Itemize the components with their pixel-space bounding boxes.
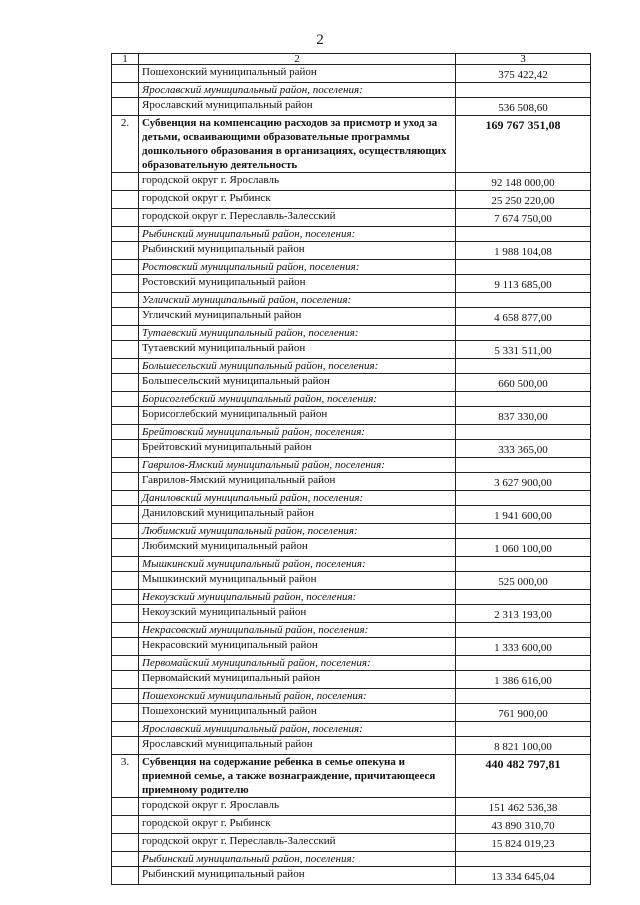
row-label: Пошехонский муниципальный район, поселения: bbox=[139, 689, 456, 704]
subheading-row bbox=[112, 260, 591, 275]
table-row bbox=[112, 704, 591, 722]
row-number bbox=[112, 638, 139, 656]
row-label: Некрасовский муниципальный район, поселения: bbox=[139, 623, 456, 638]
row-label: городской округ г. Ярославль bbox=[139, 798, 456, 816]
page-number: 2 bbox=[316, 32, 324, 48]
row-amount bbox=[456, 326, 591, 341]
row-amount bbox=[456, 816, 591, 834]
row-number bbox=[112, 867, 139, 885]
row-number bbox=[112, 308, 139, 326]
table-row bbox=[112, 506, 591, 524]
table-row bbox=[112, 539, 591, 557]
row-number bbox=[112, 539, 139, 557]
row-amount bbox=[456, 293, 591, 308]
section-row bbox=[112, 755, 591, 798]
row-amount-value: 43 890 310,70 bbox=[491, 820, 555, 832]
row-amount bbox=[456, 308, 591, 326]
row-amount-value: 761 900,00 bbox=[498, 708, 548, 720]
subvention-table bbox=[111, 53, 591, 885]
row-number bbox=[112, 605, 139, 623]
subheading-row bbox=[112, 656, 591, 671]
subheading-row bbox=[112, 359, 591, 374]
row-amount bbox=[456, 737, 591, 755]
row-label: Мышкинский муниципальный район bbox=[139, 572, 456, 590]
row-number bbox=[112, 209, 139, 227]
row-number bbox=[112, 737, 139, 755]
row-number bbox=[112, 293, 139, 308]
row-number bbox=[112, 275, 139, 293]
row-label: Любимский муниципальный район bbox=[139, 539, 456, 557]
row-amount bbox=[456, 852, 591, 867]
row-amount-value: 5 331 511,00 bbox=[494, 345, 552, 357]
row-label: городской округ г. Ярославль bbox=[139, 173, 456, 191]
row-label: Пошехонский муниципальный район bbox=[139, 704, 456, 722]
row-label: Брейтовский муниципальный район, поселения: bbox=[139, 425, 456, 440]
table-row bbox=[112, 374, 591, 392]
row-label: Субвенция на компенсацию расходов за присмотр и уход за детьми, осваивающими образовательные программы дошкольного образования в организациях, осуществляющих образовательную деятельность bbox=[139, 116, 456, 173]
row-amount-value: 1 988 104,08 bbox=[494, 246, 552, 258]
row-amount bbox=[456, 359, 591, 374]
row-number bbox=[112, 572, 139, 590]
row-label: Пошехонский муниципальный район bbox=[139, 65, 456, 83]
subheading-row bbox=[112, 590, 591, 605]
row-amount-value: 2 313 193,00 bbox=[494, 609, 552, 621]
row-amount-value: 3 627 900,00 bbox=[494, 477, 552, 489]
row-label: Ярославский муниципальный район, поселения: bbox=[139, 83, 456, 98]
row-amount-value: 1 941 600,00 bbox=[494, 510, 552, 522]
row-amount bbox=[456, 722, 591, 737]
row-number bbox=[112, 173, 139, 191]
row-label: Даниловский муниципальный район, поселения: bbox=[139, 491, 456, 506]
row-number bbox=[112, 425, 139, 440]
row-label: Любимский муниципальный район, поселения: bbox=[139, 524, 456, 539]
row-label: Борисоглебский муниципальный район, поселения: bbox=[139, 392, 456, 407]
row-label: Ростовский муниципальный район bbox=[139, 275, 456, 293]
row-label: Ростовский муниципальный район, поселения: bbox=[139, 260, 456, 275]
row-number bbox=[112, 341, 139, 359]
row-label: Некоузский муниципальный район bbox=[139, 605, 456, 623]
row-label: Большесельский муниципальный район bbox=[139, 374, 456, 392]
row-number bbox=[112, 722, 139, 737]
row-amount bbox=[456, 704, 591, 722]
row-number bbox=[112, 852, 139, 867]
row-number bbox=[112, 191, 139, 209]
row-number bbox=[112, 326, 139, 341]
subheading-row bbox=[112, 293, 591, 308]
row-amount bbox=[456, 275, 591, 293]
header-col-1: 1 bbox=[112, 54, 139, 65]
row-number bbox=[112, 671, 139, 689]
row-label: Рыбинский муниципальный район, поселения: bbox=[139, 227, 456, 242]
table-row bbox=[112, 308, 591, 326]
row-label: городской округ г. Рыбинск bbox=[139, 191, 456, 209]
row-amount-value: 525 000,00 bbox=[498, 576, 548, 588]
row-amount bbox=[456, 242, 591, 260]
row-number: 2. bbox=[112, 116, 139, 173]
row-label: Мышкинский муниципальный район, поселения: bbox=[139, 557, 456, 572]
row-amount bbox=[456, 605, 591, 623]
row-label: Некрасовский муниципальный район bbox=[139, 638, 456, 656]
row-number bbox=[112, 798, 139, 816]
row-number bbox=[112, 473, 139, 491]
row-label: Первомайский муниципальный район bbox=[139, 671, 456, 689]
row-amount-value: 375 422,42 bbox=[498, 69, 548, 81]
row-amount bbox=[456, 98, 591, 116]
row-number: 3. bbox=[112, 755, 139, 798]
row-number bbox=[112, 816, 139, 834]
row-amount-value: 440 482 797,81 bbox=[485, 757, 561, 771]
row-number bbox=[112, 557, 139, 572]
row-amount-value: 4 658 877,00 bbox=[494, 312, 552, 324]
row-amount bbox=[456, 671, 591, 689]
row-amount-value: 536 508,60 bbox=[498, 102, 548, 114]
row-amount bbox=[456, 116, 591, 173]
row-label: Большесельский муниципальный район, поселения: bbox=[139, 359, 456, 374]
row-amount bbox=[456, 491, 591, 506]
row-amount bbox=[456, 209, 591, 227]
row-label: Некоузский муниципальный район, поселения: bbox=[139, 590, 456, 605]
row-amount bbox=[456, 590, 591, 605]
row-amount bbox=[456, 374, 591, 392]
row-amount-value: 169 767 351,08 bbox=[485, 118, 561, 132]
row-number bbox=[112, 834, 139, 852]
table-row bbox=[112, 209, 591, 227]
row-amount-value: 13 334 645,04 bbox=[491, 871, 555, 883]
table-row bbox=[112, 834, 591, 852]
row-amount bbox=[456, 392, 591, 407]
row-amount bbox=[456, 557, 591, 572]
row-amount-value: 1 060 100,00 bbox=[494, 543, 552, 555]
subheading-row bbox=[112, 722, 591, 737]
row-amount bbox=[456, 638, 591, 656]
row-number bbox=[112, 260, 139, 275]
row-amount-value: 92 148 000,00 bbox=[491, 177, 555, 189]
row-label: Тутаевский муниципальный район bbox=[139, 341, 456, 359]
table-row bbox=[112, 275, 591, 293]
row-label: Ярославский муниципальный район, поселения: bbox=[139, 722, 456, 737]
row-label: Гаврилов-Ямский муниципальный район, поселения: bbox=[139, 458, 456, 473]
row-number bbox=[112, 374, 139, 392]
row-amount bbox=[456, 407, 591, 425]
row-number bbox=[112, 590, 139, 605]
table-row bbox=[112, 341, 591, 359]
table-row bbox=[112, 98, 591, 116]
subheading-row bbox=[112, 83, 591, 98]
row-amount-value: 660 500,00 bbox=[498, 378, 548, 390]
subheading-row bbox=[112, 524, 591, 539]
row-amount-value: 837 330,00 bbox=[498, 411, 548, 423]
subheading-row bbox=[112, 425, 591, 440]
row-number bbox=[112, 704, 139, 722]
row-number bbox=[112, 98, 139, 116]
table-row bbox=[112, 173, 591, 191]
row-amount bbox=[456, 656, 591, 671]
table-row bbox=[112, 65, 591, 83]
subheading-row bbox=[112, 623, 591, 638]
row-amount bbox=[456, 867, 591, 885]
row-amount bbox=[456, 798, 591, 816]
header-col-3: 3 bbox=[456, 54, 591, 65]
row-number bbox=[112, 65, 139, 83]
row-label: Угличский муниципальный район bbox=[139, 308, 456, 326]
subheading-row bbox=[112, 458, 591, 473]
row-amount-value: 9 113 685,00 bbox=[494, 279, 552, 291]
table-row bbox=[112, 191, 591, 209]
row-amount bbox=[456, 458, 591, 473]
row-number bbox=[112, 491, 139, 506]
subheading-row bbox=[112, 491, 591, 506]
row-amount bbox=[456, 341, 591, 359]
table-row bbox=[112, 407, 591, 425]
table-row bbox=[112, 867, 591, 885]
row-amount bbox=[456, 260, 591, 275]
row-amount bbox=[456, 834, 591, 852]
row-label: Рыбинский муниципальный район bbox=[139, 242, 456, 260]
row-amount bbox=[456, 65, 591, 83]
table-row bbox=[112, 242, 591, 260]
row-label: Борисоглебский муниципальный район bbox=[139, 407, 456, 425]
row-amount-value: 25 250 220,00 bbox=[491, 195, 555, 207]
row-label: Брейтовский муниципальный район bbox=[139, 440, 456, 458]
row-amount bbox=[456, 473, 591, 491]
row-number bbox=[112, 83, 139, 98]
row-label: Гаврилов-Ямский муниципальный район bbox=[139, 473, 456, 491]
row-label: Ярославский муниципальный район bbox=[139, 737, 456, 755]
row-amount bbox=[456, 623, 591, 638]
row-amount-value: 15 824 019,23 bbox=[491, 838, 555, 850]
row-label: Первомайский муниципальный район, поселения: bbox=[139, 656, 456, 671]
subheading-row bbox=[112, 852, 591, 867]
subheading-row bbox=[112, 392, 591, 407]
row-amount bbox=[456, 524, 591, 539]
table-row bbox=[112, 671, 591, 689]
table-row bbox=[112, 737, 591, 755]
subheading-row bbox=[112, 557, 591, 572]
row-amount bbox=[456, 227, 591, 242]
header-col-2: 2 bbox=[139, 54, 456, 65]
row-label: Рыбинский муниципальный район, поселения: bbox=[139, 852, 456, 867]
row-number bbox=[112, 359, 139, 374]
row-amount bbox=[456, 539, 591, 557]
row-amount-value: 7 674 750,00 bbox=[494, 213, 552, 225]
row-label: Угличский муниципальный район, поселения: bbox=[139, 293, 456, 308]
row-label: Даниловский муниципальный район bbox=[139, 506, 456, 524]
row-number bbox=[112, 458, 139, 473]
row-amount-value: 151 462 536,38 bbox=[488, 802, 558, 814]
table-row bbox=[112, 816, 591, 834]
subheading-row bbox=[112, 689, 591, 704]
row-number bbox=[112, 440, 139, 458]
table-row bbox=[112, 572, 591, 590]
row-amount-value: 8 821 100,00 bbox=[494, 741, 552, 753]
row-label: городской округ г. Рыбинск bbox=[139, 816, 456, 834]
table-row bbox=[112, 440, 591, 458]
table-row bbox=[112, 473, 591, 491]
row-number bbox=[112, 242, 139, 260]
table-row bbox=[112, 638, 591, 656]
row-amount bbox=[456, 191, 591, 209]
section-row bbox=[112, 116, 591, 173]
subheading-row bbox=[112, 227, 591, 242]
row-label: Тутаевский муниципальный район, поселения: bbox=[139, 326, 456, 341]
row-amount-value: 1 333 600,00 bbox=[494, 642, 552, 654]
header-row bbox=[112, 54, 591, 65]
subheading-row bbox=[112, 326, 591, 341]
row-number bbox=[112, 656, 139, 671]
row-label: городской округ г. Переславль-Залесский bbox=[139, 834, 456, 852]
row-label: Рыбинский муниципальный район bbox=[139, 867, 456, 885]
row-amount bbox=[456, 425, 591, 440]
row-number bbox=[112, 623, 139, 638]
row-amount bbox=[456, 173, 591, 191]
row-amount bbox=[456, 755, 591, 798]
row-number bbox=[112, 506, 139, 524]
table-row bbox=[112, 798, 591, 816]
row-label: Ярославский муниципальный район bbox=[139, 98, 456, 116]
row-number bbox=[112, 407, 139, 425]
row-amount bbox=[456, 83, 591, 98]
row-amount bbox=[456, 689, 591, 704]
row-amount-value: 1 386 616,00 bbox=[494, 675, 552, 687]
row-number bbox=[112, 689, 139, 704]
row-amount bbox=[456, 572, 591, 590]
row-amount bbox=[456, 506, 591, 524]
row-label: Субвенция на содержание ребенка в семье опекуна и приемной семье, а также вознаграждение, причитающееся приемному родителю bbox=[139, 755, 456, 798]
row-number bbox=[112, 524, 139, 539]
row-number bbox=[112, 227, 139, 242]
table-row bbox=[112, 605, 591, 623]
row-number bbox=[112, 392, 139, 407]
row-amount-value: 333 365,00 bbox=[498, 444, 548, 456]
row-amount bbox=[456, 440, 591, 458]
row-label: городской округ г. Переславль-Залесский bbox=[139, 209, 456, 227]
